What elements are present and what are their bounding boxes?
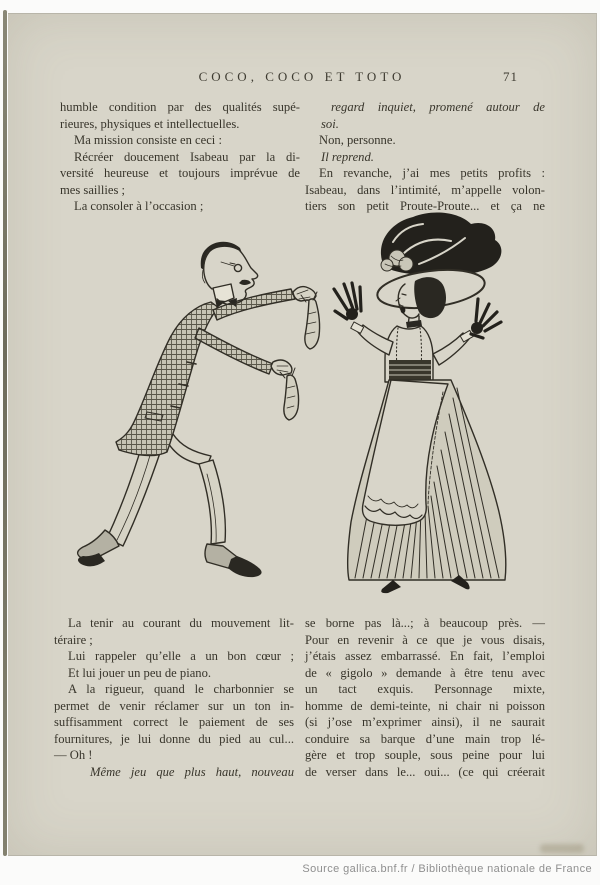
running-title: COCO, COCO ET TOTO (198, 69, 406, 84)
text-line: Récréer doucement Isabeau par la di- (74, 149, 300, 164)
text-line: La tenir au courant du mouvement lit- (68, 616, 294, 630)
source-credit: Source gallica.bnf.fr / Bibliothèque nationale de France (302, 863, 592, 875)
text-line: fournitures, je lui donne du pied au cul... (54, 731, 294, 746)
text-line: Lui rappeler qu’elle a un bon cœur ; (68, 649, 294, 663)
text-line: un tact exquis. Personnage mixte, (305, 682, 545, 696)
text-line: humble condition par des qualités supé- (60, 100, 300, 114)
stage-direction-line: soi. (321, 116, 339, 131)
page-number: 71 (503, 69, 518, 84)
glove (334, 283, 361, 320)
book-spine-edge (3, 10, 7, 856)
woman-figure (334, 213, 506, 594)
column-right-top (305, 99, 545, 215)
glove (471, 299, 501, 338)
stage-direction-line: Même jeu que plus haut, nouveau (90, 764, 294, 779)
fish (280, 368, 299, 420)
open-mouth (401, 307, 406, 314)
plaid-coat (116, 302, 219, 456)
text-line: (si j’ose m’exprimer ainsi), il ne saurait (305, 715, 545, 729)
text-line: Isabeau, dans l’intimité, m’appelle volon- (305, 182, 545, 197)
text-line: permet de venir réclamer sur un ton in- (54, 698, 294, 713)
text-line: Ma mission consiste en ceci : (74, 133, 222, 147)
hat-plumes (381, 213, 501, 277)
column-right-bottom (305, 615, 545, 780)
mustache (239, 280, 251, 285)
shoe (381, 580, 401, 593)
text-line: se borne pas là...; à beaucoup près. — (305, 616, 545, 630)
text-line: j’étais assez embarrassé. En fait, l’emploi (305, 649, 545, 663)
stage-direction-line: Il reprend. (321, 149, 374, 164)
text-line: tiers son petit Proute-Proute... et ça ne (305, 199, 545, 213)
text-line: mes saillies ; (60, 182, 126, 197)
man-figure (78, 242, 320, 577)
text-line: A la rigueur, quand le charbonnier se (68, 682, 294, 696)
hand (271, 360, 292, 375)
text-line: Non, personne. (319, 133, 396, 147)
text-line: Et lui jouer un peu de piano. (68, 665, 212, 680)
pince-nez (234, 264, 241, 271)
text-line: En revanche, j’ai mes petits profits : (319, 166, 545, 180)
book-page (8, 13, 597, 856)
illustration-caricature-man-offering-fish-to-woman (53, 212, 543, 612)
page-stain (540, 844, 584, 853)
column-left-top (60, 99, 300, 215)
text-line: La consoler à l’occasion ; (74, 199, 204, 213)
text-line: téraire ; (54, 632, 93, 647)
text-line: versité heureuse et toujours imprévue de (60, 166, 300, 180)
text-line: de verser dans le... oui... (ce qui créerait (305, 764, 545, 779)
text-line: conduire sa barque d’une main trop lé- (305, 731, 545, 746)
column-left-bottom (54, 615, 294, 780)
text-line: de « gigolo » demande à être tenu avec (305, 665, 545, 680)
woman-hair (414, 277, 446, 318)
text-line: homme de demi-teinte, ni chair ni poisson (305, 698, 545, 713)
text-line: gère et trop souple, sous peine pour lui (305, 748, 545, 762)
text-line: suffisamment correct le paiement de ses (54, 715, 294, 729)
text-line: Pour en revenir à ce que je vous disais, (305, 632, 545, 647)
text-line: — Oh ! (54, 748, 93, 762)
text-line: rieures, physiques et intellectuelles. (60, 116, 240, 131)
stage-direction-line: regard inquiet, promené autour de (331, 100, 545, 114)
